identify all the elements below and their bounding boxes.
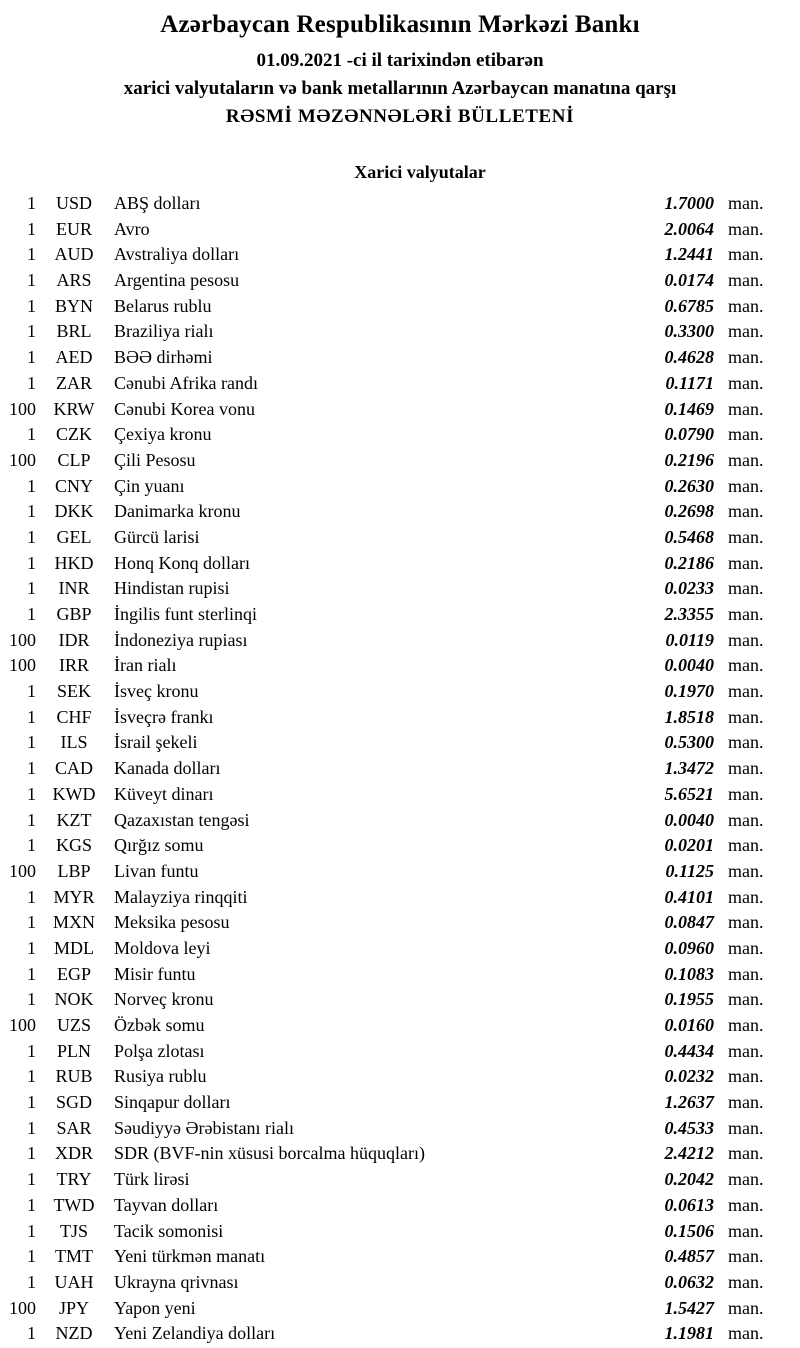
currency-name: Honq Konq dolları — [114, 552, 250, 573]
currency-name: İsveç kronu — [114, 681, 199, 702]
rate-unit-label: man. — [728, 886, 764, 907]
currency-code: TJS — [59, 1220, 88, 1241]
rate-value: 5.6521 — [664, 783, 714, 804]
rate-value: 0.1469 — [664, 398, 714, 419]
table-row — [0, 1321, 800, 1347]
rate-value: 0.4101 — [664, 886, 714, 907]
rate-value: 0.0119 — [665, 629, 714, 650]
rate-value: 0.5468 — [664, 526, 714, 547]
currency-code: IDR — [58, 629, 90, 650]
rate-value: 2.0064 — [664, 218, 714, 239]
table-row — [0, 371, 800, 397]
currency-code: LBP — [57, 860, 91, 881]
currency-quantity: 1 — [27, 1143, 36, 1164]
rate-unit-label: man. — [728, 758, 764, 779]
rate-value: 1.7000 — [664, 193, 714, 213]
currency-quantity: 1 — [27, 1194, 36, 1215]
bulletin-header — [0, 0, 800, 129]
currency-code: CLP — [57, 449, 91, 470]
rate-unit-label: man. — [728, 218, 764, 239]
currency-name: Yeni türkmən manatı — [114, 1246, 266, 1267]
page-title: Azərbaycan Respublikasının Mərkəzi Bankı — [160, 11, 640, 38]
table-row — [0, 910, 800, 936]
currency-quantity: 1 — [27, 372, 36, 393]
rate-value: 0.6785 — [664, 295, 714, 316]
rate-unit-label: man. — [728, 1117, 764, 1138]
table-row — [0, 756, 800, 782]
rate-unit-label: man. — [728, 783, 764, 804]
currency-name: SDR (BVF-nin xüsusi borcalma hüquqları) — [114, 1143, 425, 1164]
rate-value: 0.1083 — [664, 963, 714, 984]
currency-name: Rusiya rublu — [114, 1066, 207, 1087]
rate-unit-label: man. — [728, 732, 764, 753]
rate-value: 0.0632 — [664, 1271, 714, 1292]
currency-quantity: 1 — [27, 424, 36, 445]
rate-unit-label: man. — [728, 1297, 764, 1318]
currency-code: AED — [55, 347, 93, 368]
currency-code: GBP — [56, 604, 92, 624]
currency-quantity: 1 — [27, 912, 36, 933]
table-row — [0, 551, 800, 577]
table-row — [0, 705, 800, 731]
rate-unit-label: man. — [728, 809, 764, 830]
table-row — [0, 268, 800, 294]
table-row — [0, 653, 800, 679]
currency-name: Səudiyyə Ərəbistanı rialı — [114, 1117, 294, 1138]
currency-quantity: 1 — [27, 604, 36, 624]
rate-unit-label: man. — [728, 681, 764, 702]
table-row — [0, 1167, 800, 1193]
rate-unit-label: man. — [728, 1040, 764, 1061]
currency-code: CNY — [54, 475, 93, 496]
currency-name: Avro — [114, 218, 150, 239]
currency-code: EUR — [56, 218, 92, 239]
table-row — [0, 576, 800, 602]
currency-code: KZT — [56, 809, 92, 830]
table-row — [0, 730, 800, 756]
table-row — [0, 1193, 800, 1219]
table-row — [0, 628, 800, 654]
currency-quantity: 1 — [27, 1092, 36, 1113]
table-row — [0, 1039, 800, 1065]
rate-value: 0.0174 — [664, 270, 714, 291]
table-row — [0, 191, 800, 217]
table-row — [0, 1090, 800, 1116]
currency-name: Yeni Zelandiya dolları — [114, 1323, 276, 1344]
rate-unit-label: man. — [728, 475, 764, 496]
rate-unit-label: man. — [728, 604, 764, 624]
rate-unit-label: man. — [728, 1246, 764, 1267]
rate-unit-label: man. — [728, 526, 764, 547]
rate-value: 0.0233 — [664, 578, 714, 599]
currency-name: İsrail şekeli — [114, 732, 198, 753]
table-row — [0, 936, 800, 962]
table-row — [0, 422, 800, 448]
currency-name: BƏƏ dirhəmi — [114, 347, 213, 368]
rate-unit-label: man. — [728, 244, 764, 265]
currency-quantity: 1 — [27, 783, 36, 804]
rate-value: 0.0232 — [664, 1066, 714, 1087]
currency-name: İsveçrə frankı — [114, 706, 214, 727]
currency-name: Danimarka kronu — [114, 501, 241, 522]
rate-unit-label: man. — [728, 655, 764, 676]
currency-name: Meksika pesosu — [114, 912, 230, 933]
currency-name: Tayvan dolları — [114, 1194, 219, 1215]
currency-quantity: 1 — [27, 321, 36, 342]
rate-value: 0.1506 — [664, 1220, 714, 1241]
rate-unit-label: man. — [728, 347, 764, 368]
currency-name: Norveç kronu — [114, 989, 214, 1010]
currency-code: HKD — [54, 552, 94, 573]
currency-code: MYR — [53, 886, 95, 907]
currency-name: İran rialı — [114, 655, 177, 676]
currency-quantity: 1 — [27, 295, 36, 316]
rate-value: 1.3472 — [664, 758, 714, 779]
currency-quantity: 1 — [27, 244, 36, 265]
table-row — [0, 397, 800, 423]
currency-name: Küveyt dinarı — [114, 783, 214, 804]
table-row — [0, 987, 800, 1013]
currency-name: Qırğız somu — [114, 835, 204, 856]
currency-quantity: 100 — [9, 629, 36, 650]
table-row — [0, 962, 800, 988]
currency-quantity: 1 — [27, 886, 36, 907]
currency-code: TMT — [55, 1246, 93, 1267]
currency-quantity: 1 — [27, 1040, 36, 1061]
rate-unit-label: man. — [728, 1220, 764, 1241]
currency-code: TRY — [56, 1169, 92, 1190]
currency-name: Özbək somu — [114, 1015, 205, 1035]
currency-name: Braziliya rialı — [114, 321, 214, 342]
rates-table — [0, 191, 800, 1347]
table-row — [0, 1116, 800, 1142]
currency-quantity: 1 — [27, 989, 36, 1010]
currency-code: ILS — [60, 732, 88, 753]
currency-code: MXN — [52, 912, 95, 933]
rate-unit-label: man. — [728, 1143, 764, 1164]
rate-unit-label: man. — [728, 372, 764, 393]
table-row — [0, 217, 800, 243]
currency-quantity: 1 — [27, 552, 36, 573]
currency-code: PLN — [56, 1040, 91, 1061]
currency-quantity: 1 — [27, 347, 36, 368]
currency-code: IRR — [58, 655, 89, 676]
rate-value: 0.4533 — [664, 1117, 714, 1138]
table-row — [0, 859, 800, 885]
rate-unit-label: man. — [728, 629, 764, 650]
rate-value: 2.3355 — [664, 604, 714, 624]
table-row — [0, 679, 800, 705]
rate-unit-label: man. — [728, 912, 764, 933]
currency-code: EGP — [56, 963, 91, 984]
currency-name: Polşa zlotası — [114, 1040, 205, 1061]
rate-value: 0.0160 — [664, 1015, 714, 1035]
scope-line: xarici valyutaların və bank metallarının Azərbaycan manatına qarşı — [123, 78, 677, 99]
currency-name: İndoneziya rupiası — [114, 629, 248, 650]
table-row — [0, 1296, 800, 1322]
rate-unit-label: man. — [728, 1169, 764, 1190]
table-row — [0, 808, 800, 834]
currency-quantity: 1 — [27, 681, 36, 702]
currency-quantity: 1 — [27, 1220, 36, 1241]
currency-name: Yapon yeni — [114, 1297, 196, 1318]
currency-name: Livan funtu — [114, 860, 199, 881]
table-row — [0, 474, 800, 500]
currency-code: BRL — [56, 321, 92, 342]
rate-unit-label: man. — [728, 270, 764, 291]
rate-value: 0.2698 — [664, 501, 714, 522]
table-row — [0, 1141, 800, 1167]
rate-value: 1.2637 — [664, 1092, 714, 1113]
currency-quantity: 1 — [27, 809, 36, 830]
currency-code: DKK — [54, 501, 94, 522]
table-row — [0, 319, 800, 345]
rate-unit-label: man. — [728, 449, 764, 470]
currency-code: XDR — [54, 1143, 93, 1164]
rate-value: 0.2042 — [664, 1169, 714, 1190]
table-row — [0, 833, 800, 859]
table-row — [0, 448, 800, 474]
currency-quantity: 1 — [27, 1066, 36, 1087]
currency-code: USD — [55, 193, 92, 213]
currency-name: Malayziya rinqqiti — [114, 886, 248, 907]
table-row — [0, 1244, 800, 1270]
currency-name: Çin yuanı — [114, 475, 185, 496]
rate-value: 0.1125 — [665, 860, 714, 881]
rate-value: 0.0960 — [664, 937, 714, 958]
currency-name: Türk lirəsi — [114, 1169, 190, 1190]
currency-code: NZD — [55, 1323, 93, 1344]
table-row — [0, 1219, 800, 1245]
currency-code: SAR — [56, 1117, 92, 1138]
rate-value: 1.2441 — [664, 244, 714, 265]
rate-value: 0.1955 — [664, 989, 714, 1010]
table-row — [0, 602, 800, 628]
table-row — [0, 1013, 800, 1039]
currency-quantity: 1 — [27, 758, 36, 779]
section-title-foreign-currencies: Xarici valyutalar — [354, 162, 486, 182]
currency-name: Hindistan rupisi — [114, 578, 230, 599]
rate-value: 0.0790 — [664, 424, 714, 445]
currency-name: Çili Pesosu — [114, 449, 196, 470]
currency-quantity: 100 — [9, 398, 36, 419]
currency-name: Avstraliya dolları — [114, 244, 240, 265]
rate-value: 0.2630 — [664, 475, 714, 496]
currency-code: JPY — [58, 1297, 89, 1318]
currency-quantity: 1 — [27, 1271, 36, 1292]
rate-value: 1.1981 — [664, 1323, 714, 1344]
currency-name: Ukrayna qrivnası — [114, 1271, 239, 1292]
rate-unit-label: man. — [728, 398, 764, 419]
rate-unit-label: man. — [728, 937, 764, 958]
currency-code: UAH — [54, 1271, 94, 1292]
currency-quantity: 1 — [27, 1323, 36, 1344]
currency-quantity: 100 — [9, 655, 36, 676]
currency-quantity: 1 — [27, 963, 36, 984]
table-row — [0, 499, 800, 525]
currency-quantity: 1 — [27, 526, 36, 547]
table-row — [0, 294, 800, 320]
rate-unit-label: man. — [728, 321, 764, 342]
currency-name: Kanada dolları — [114, 758, 221, 779]
currency-quantity: 1 — [27, 218, 36, 239]
currency-quantity: 1 — [27, 1246, 36, 1267]
currency-name: Misir funtu — [114, 963, 196, 984]
currency-code: MDL — [54, 937, 94, 958]
currency-quantity: 1 — [27, 937, 36, 958]
currency-name: Qazaxıstan tengəsi — [114, 809, 250, 830]
table-row — [0, 345, 800, 371]
rate-unit-label: man. — [728, 835, 764, 856]
rate-unit-label: man. — [728, 989, 764, 1010]
rate-unit-label: man. — [728, 578, 764, 599]
rate-value: 1.8518 — [664, 706, 714, 727]
rate-unit-label: man. — [728, 1066, 764, 1087]
currency-quantity: 1 — [27, 732, 36, 753]
currency-code: CZK — [56, 424, 92, 445]
table-row — [0, 525, 800, 551]
rate-value: 0.1171 — [665, 372, 714, 393]
currency-code: AUD — [54, 244, 94, 265]
currency-name: Çexiya kronu — [114, 424, 212, 445]
currency-code: KGS — [55, 835, 92, 856]
rate-value: 0.1970 — [664, 681, 714, 702]
currency-quantity: 100 — [9, 860, 36, 881]
currency-code: GEL — [56, 526, 92, 547]
currency-code: KWD — [52, 783, 96, 804]
currency-code: UZS — [56, 1015, 91, 1035]
currency-name: Gürcü larisi — [114, 526, 200, 547]
rate-unit-label: man. — [728, 295, 764, 316]
currency-code: SEK — [56, 681, 91, 702]
rate-unit-label: man. — [728, 424, 764, 445]
rate-unit-label: man. — [728, 193, 764, 213]
rate-value: 0.5300 — [664, 732, 714, 753]
currency-quantity: 1 — [27, 475, 36, 496]
rate-unit-label: man. — [728, 860, 764, 881]
currency-quantity: 100 — [9, 1297, 36, 1318]
rate-value: 0.0613 — [664, 1194, 714, 1215]
currency-name: İngilis funt sterlinqi — [114, 604, 257, 624]
currency-quantity: 1 — [27, 270, 36, 291]
currency-quantity: 1 — [27, 706, 36, 727]
currency-quantity: 1 — [27, 1117, 36, 1138]
currency-code: KRW — [53, 398, 95, 419]
table-row — [0, 782, 800, 808]
currency-code: ZAR — [56, 372, 92, 393]
currency-name: Argentina pesosu — [114, 270, 240, 291]
rate-value: 2.4212 — [664, 1143, 714, 1164]
rate-unit-label: man. — [728, 706, 764, 727]
currency-name: Sinqapur dolları — [114, 1092, 231, 1113]
rate-value: 0.0847 — [664, 912, 714, 933]
currency-quantity: 1 — [27, 1169, 36, 1190]
currency-name: Cənubi Korea vonu — [114, 398, 255, 419]
rate-unit-label: man. — [728, 501, 764, 522]
rate-value: 1.5427 — [664, 1297, 714, 1318]
currency-name: Belarus rublu — [114, 295, 212, 316]
rate-value: 0.3300 — [664, 321, 714, 342]
rate-unit-label: man. — [728, 1271, 764, 1292]
table-row — [0, 1270, 800, 1296]
currency-quantity: 1 — [27, 193, 36, 213]
rate-value: 0.4434 — [664, 1040, 714, 1061]
currency-quantity: 100 — [9, 1015, 36, 1035]
currency-code: RUB — [55, 1066, 93, 1087]
rate-value: 0.0040 — [664, 655, 714, 676]
rate-unit-label: man. — [728, 1015, 764, 1035]
currency-quantity: 1 — [27, 835, 36, 856]
currency-code: ARS — [56, 270, 92, 291]
rate-unit-label: man. — [728, 1323, 764, 1344]
effective-date-line: 01.09.2021 -ci il tarixindən etibarən — [256, 50, 544, 71]
currency-quantity: 100 — [9, 449, 36, 470]
rate-unit-label: man. — [728, 1092, 764, 1113]
currency-quantity: 1 — [27, 578, 36, 599]
rate-value: 0.0040 — [664, 809, 714, 830]
rate-value: 0.0201 — [664, 835, 714, 856]
currency-code: SGD — [55, 1092, 92, 1113]
currency-name: Tacik somonisi — [114, 1220, 224, 1241]
currency-code: INR — [58, 578, 90, 599]
table-row — [0, 1064, 800, 1090]
currency-code: TWD — [53, 1194, 95, 1215]
rate-unit-label: man. — [728, 552, 764, 573]
currency-name: Moldova leyi — [114, 937, 211, 958]
currency-name: Cənubi Afrika randı — [114, 372, 258, 393]
rate-unit-label: man. — [728, 1194, 764, 1215]
table-row — [0, 885, 800, 911]
rate-value: 0.4628 — [664, 347, 714, 368]
currency-code: NOK — [54, 989, 94, 1010]
currency-name: ABŞ dolları — [114, 193, 201, 213]
rate-value: 0.4857 — [664, 1246, 714, 1267]
table-row — [0, 242, 800, 268]
rate-value: 0.2186 — [664, 552, 714, 573]
bulletin-name-line: RƏSMİ MƏZƏNNƏLƏRİ BÜLLETENİ — [225, 106, 575, 127]
currency-code: CHF — [56, 706, 92, 727]
rate-unit-label: man. — [728, 963, 764, 984]
currency-code: CAD — [54, 758, 93, 779]
currency-quantity: 1 — [27, 501, 36, 522]
rate-value: 0.2196 — [664, 449, 714, 470]
currency-code: BYN — [54, 295, 93, 316]
